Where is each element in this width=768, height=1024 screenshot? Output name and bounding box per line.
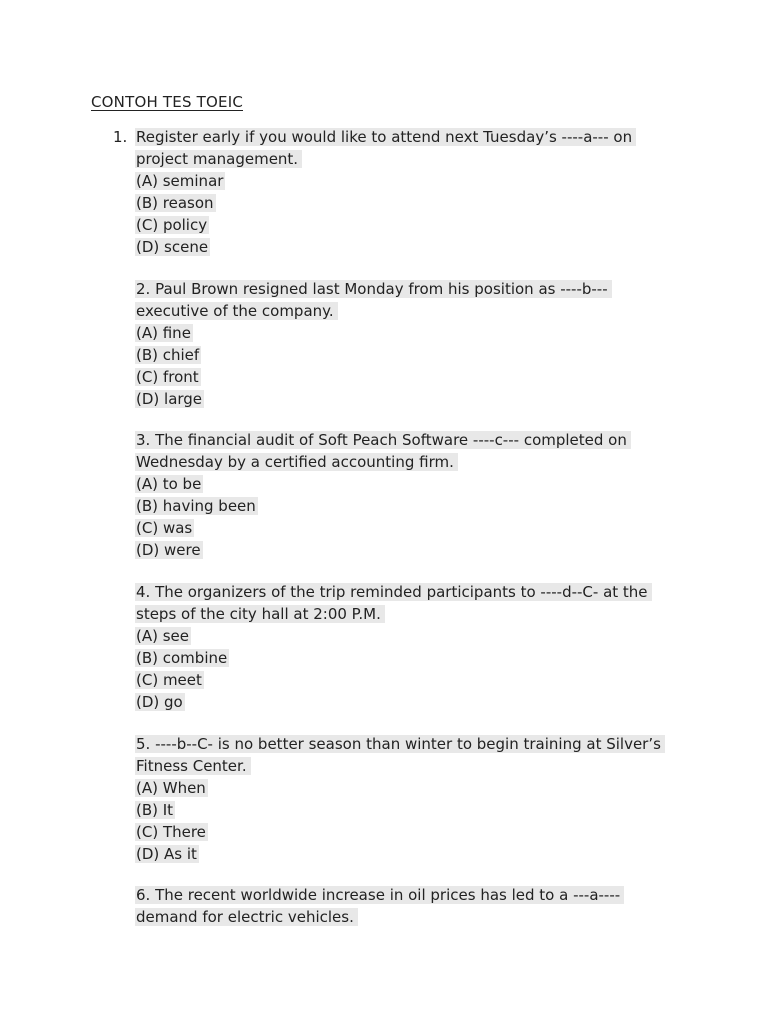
question-stem-line: 3. The financial audit of Soft Peach Software ----c--- completed on bbox=[135, 429, 695, 451]
answer-option-c: (C) was bbox=[136, 519, 193, 537]
answer-option-c: (C) front bbox=[136, 368, 199, 386]
answer-option-c: (C) policy bbox=[136, 216, 208, 234]
question-2 bbox=[135, 278, 695, 410]
answer-option-c: (C) There bbox=[136, 823, 206, 841]
answer-option-d: (D) large bbox=[136, 390, 203, 408]
answer-option-a: (A) to be bbox=[136, 475, 202, 493]
question-stem-line: Fitness Center. bbox=[135, 755, 695, 777]
answer-option-d: (D) go bbox=[136, 693, 183, 711]
question-1 bbox=[135, 126, 695, 258]
question-stem-line: steps of the city hall at 2:00 P.M. bbox=[135, 603, 695, 625]
question-stem-line: project management. bbox=[135, 148, 695, 170]
answer-option-a: (A) fine bbox=[136, 324, 191, 342]
question-3 bbox=[135, 429, 695, 561]
answer-option-c: (C) meet bbox=[136, 671, 202, 689]
answer-option-d: (D) As it bbox=[136, 845, 197, 863]
question-stem-line: 6. The recent worldwide increase in oil prices has led to a ---a---- bbox=[135, 884, 695, 906]
question-stem-line: Wednesday by a certified accounting firm. bbox=[135, 451, 695, 473]
answer-option-b: (B) It bbox=[136, 801, 174, 819]
question-stem-line: demand for electric vehicles. bbox=[135, 906, 695, 928]
answer-option-a: (A) see bbox=[136, 627, 190, 645]
answer-option-d: (D) were bbox=[136, 541, 201, 559]
question-1-number: 1. bbox=[113, 128, 128, 146]
question-5 bbox=[135, 733, 695, 865]
answer-option-d: (D) scene bbox=[136, 238, 209, 256]
question-stem-line: 2. Paul Brown resigned last Monday from his position as ----b--- bbox=[135, 278, 695, 300]
answer-option-a: (A) seminar bbox=[136, 172, 224, 190]
question-4 bbox=[135, 581, 695, 713]
answer-option-a: (A) When bbox=[136, 779, 206, 797]
question-stem-line: 4. The organizers of the trip reminded participants to ----d--C- at the bbox=[135, 581, 695, 603]
answer-option-b: (B) having been bbox=[136, 497, 256, 515]
answer-option-b: (B) reason bbox=[136, 194, 214, 212]
question-stem-line: 5. ----b--C- is no better season than winter to begin training at Silver’s bbox=[135, 733, 695, 755]
document-title: CONTOH TES TOEIC bbox=[91, 93, 243, 111]
answer-option-b: (B) combine bbox=[136, 649, 228, 667]
question-stem-line: Register early if you would like to attend next Tuesday’s ----a--- on bbox=[135, 126, 695, 148]
question-6 bbox=[135, 884, 695, 928]
question-stem-line: executive of the company. bbox=[135, 300, 695, 322]
answer-option-b: (B) chief bbox=[136, 346, 200, 364]
